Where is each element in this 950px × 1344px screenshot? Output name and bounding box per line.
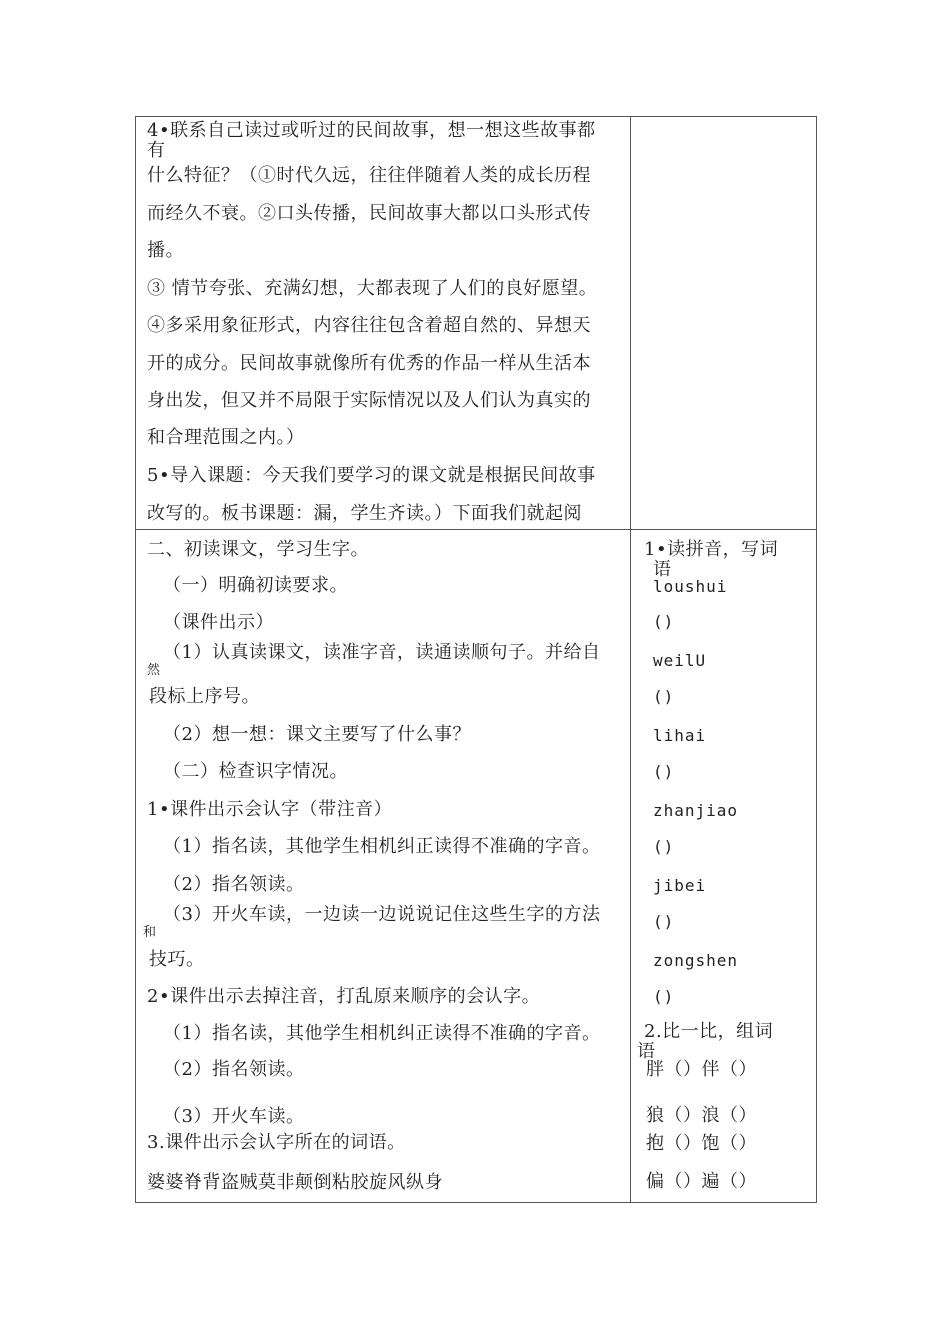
text-line-overflow: 和 <box>143 925 157 940</box>
compare-row: 抱（）饱（） <box>646 1133 757 1154</box>
text-line: 和合理范围之内。） <box>147 427 305 448</box>
pinyin-item: weilU <box>653 651 707 670</box>
column-divider <box>630 117 631 1202</box>
text-line: （2）想一想：课文主要写了什么事？ <box>163 724 471 745</box>
text-line: 而经久不衰。②口头传播，民间故事大都以口头形式传 <box>147 203 591 224</box>
text-line: （1）指名读，其他学生相机纠正读得不准确的字音。 <box>163 1023 601 1044</box>
row-divider <box>136 529 816 530</box>
text-line: 开的成分。民间故事就像所有优秀的作品一样从生活本 <box>147 353 591 374</box>
text-line: （1）认真读课文，读准字音，读通读顺句子。并给自 <box>163 642 601 663</box>
text-line: 2•课件出示去掉注音，打乱原来顺序的会认字。 <box>147 986 541 1007</box>
text-line: 3.课件出示会认字所在的词语。 <box>147 1132 406 1153</box>
answer-blank: () <box>653 612 675 631</box>
text-line: 5•导入课题：今天我们要学习的课文就是根据民间故事 <box>147 465 596 486</box>
exercise-heading: 2.比一比，组词 <box>644 1021 774 1042</box>
exercise-heading: 1•读拼音，写词 <box>644 539 779 560</box>
compare-row: 偏（）遍（） <box>646 1171 757 1192</box>
answer-blank: () <box>653 912 675 931</box>
pinyin-item: loushui <box>653 577 728 596</box>
compare-row: 狼（）浪（） <box>646 1105 757 1126</box>
text-line: 1•课件出示会认字（带注音） <box>147 799 393 820</box>
section-heading: 二、初读课文，学习生字。 <box>147 539 369 560</box>
text-line: （3）开火车读。 <box>163 1106 305 1127</box>
text-line: （一）明确初读要求。 <box>163 575 348 596</box>
text-line: （二）检查识字情况。 <box>163 761 348 782</box>
text-line: （2）指名领读。 <box>163 874 305 895</box>
pinyin-item: zhanjiao <box>653 801 739 820</box>
text-line: （1）指名读，其他学生相机纠正读得不准确的字音。 <box>163 836 601 857</box>
pinyin-item: jibei <box>653 876 707 895</box>
text-line: （3）开火车读，一边读一边说说记住这些生字的方法 <box>163 904 601 925</box>
pinyin-item: zongshen <box>653 951 739 970</box>
text-line: ④多采用象征形式，内容往往包含着超自然的、异想天 <box>147 315 591 336</box>
answer-blank: () <box>653 687 675 706</box>
text-line: 改写的。板书课题：漏，学生齐读。）下面我们就起阅 <box>147 503 582 524</box>
text-line: 什么特征？（①时代久远，往往伴随着人类的成长历程 <box>147 165 591 186</box>
word-list: 婆婆脊背盗贼莫非颠倒粘胶旋风纵身 <box>147 1172 443 1193</box>
answer-blank: () <box>653 762 675 781</box>
text-line: 段标上序号。 <box>149 686 260 707</box>
text-line-overflow: 有 <box>147 140 166 161</box>
text-line: （2）指名领读。 <box>163 1059 305 1080</box>
text-line-overflow: 语 <box>637 1041 656 1062</box>
text-line-overflow: 然 <box>147 663 161 678</box>
pinyin-item: lihai <box>653 726 707 745</box>
text-line: 播。 <box>147 240 184 261</box>
answer-blank: () <box>653 837 675 856</box>
compare-row: 胖（）伴（） <box>646 1059 757 1080</box>
text-line-overflow: 语 <box>653 559 672 580</box>
text-line: 4•联系自己读过或听过的民间故事，想一想这些故事都 <box>147 120 596 141</box>
answer-blank: () <box>653 987 675 1006</box>
text-line: ③ 情节夸张、充满幻想，大都表现了人们的良好愿望。 <box>147 278 598 299</box>
text-line: 身出发，但又并不局限于实际情况以及人们认为真实的 <box>147 390 591 411</box>
text-line: 技巧。 <box>149 949 205 970</box>
text-line: （课件出示） <box>163 612 274 633</box>
